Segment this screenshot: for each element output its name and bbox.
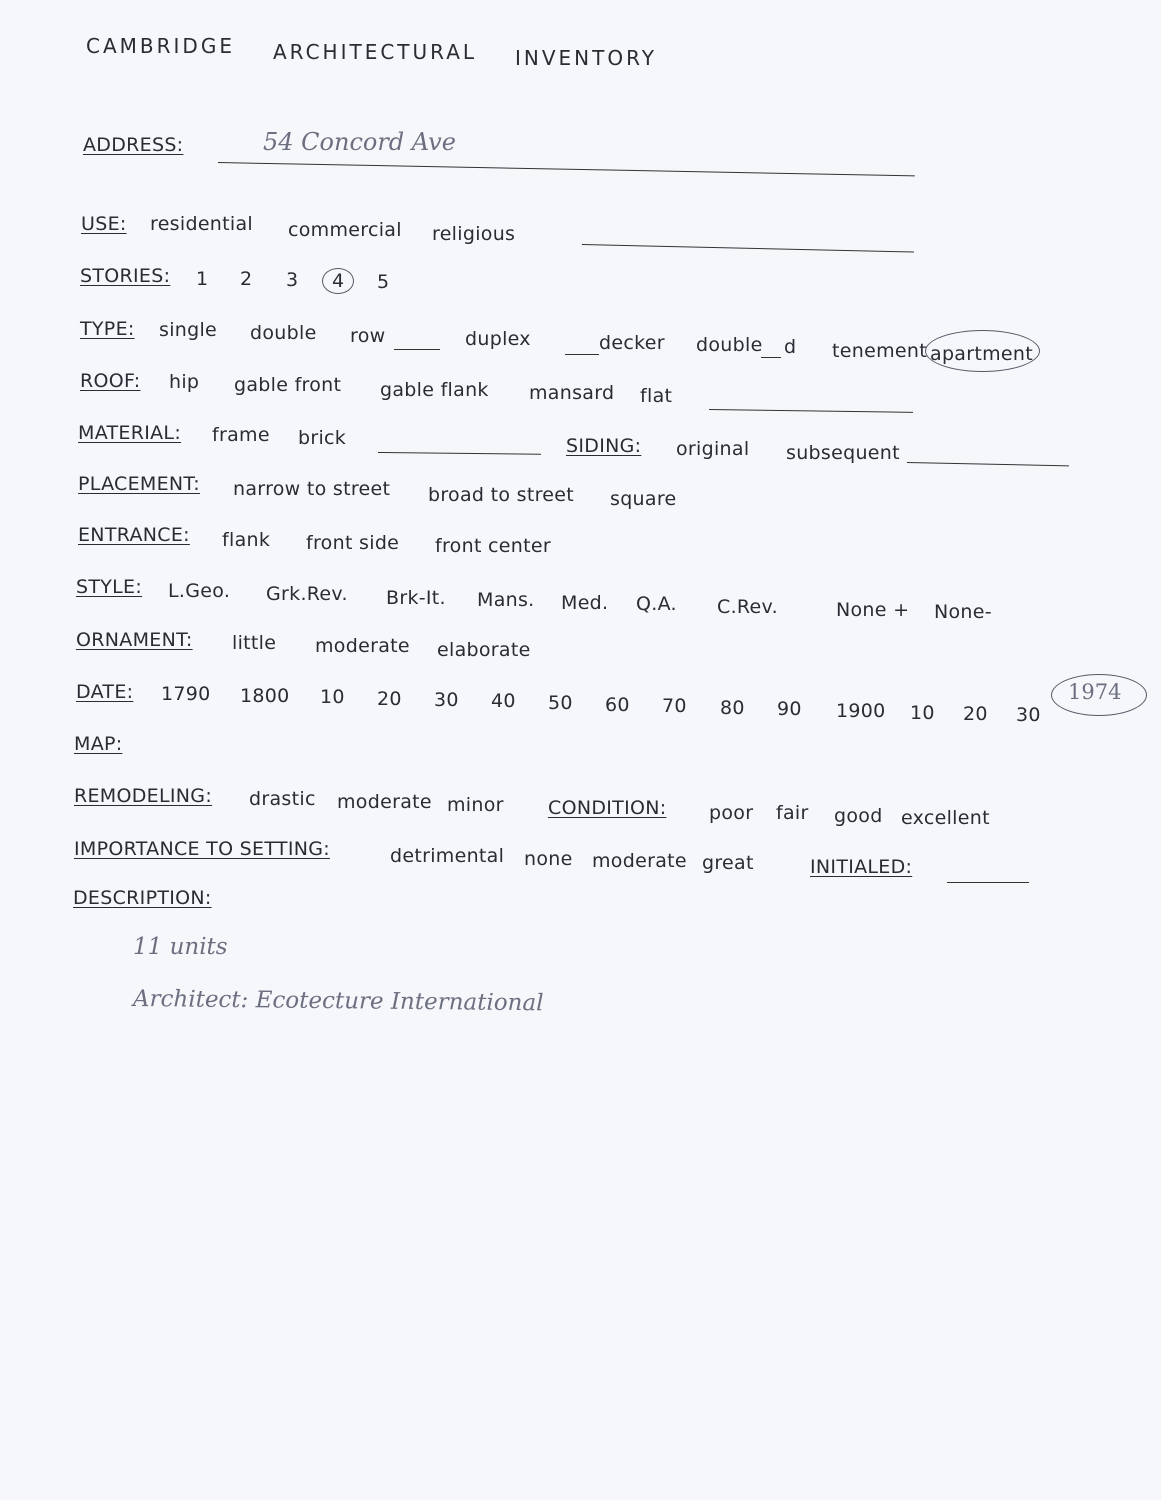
importance-moderate: moderate: [592, 850, 687, 872]
style-none-plus: None +: [836, 599, 910, 621]
material-brick: brick: [298, 427, 347, 449]
remodeling-drastic: drastic: [249, 788, 316, 810]
entrance-front-side: front side: [306, 532, 400, 554]
stories-selected-circle: [322, 268, 354, 294]
style-mans: Mans.: [477, 589, 535, 611]
importance-detrimental: detrimental: [390, 845, 505, 867]
date-70: 70: [662, 695, 687, 717]
ornament-moderate: moderate: [315, 635, 410, 657]
remodeling-minor: minor: [447, 794, 504, 816]
ornament-label: ORNAMENT:: [76, 629, 193, 651]
date-1920: 20: [963, 703, 988, 725]
remodeling-moderate: moderate: [337, 791, 432, 813]
type-decker: decker: [599, 332, 665, 354]
condition-fair: fair: [776, 802, 809, 824]
roof-hip: hip: [169, 371, 200, 393]
importance-great: great: [702, 852, 754, 874]
style-crev: C.Rev.: [717, 596, 778, 618]
condition-excellent: excellent: [901, 807, 990, 829]
material-other-line: [378, 452, 541, 455]
date-20: 20: [377, 688, 402, 710]
material-frame: frame: [212, 424, 270, 446]
use-commercial: commercial: [288, 219, 402, 241]
date-80: 80: [720, 697, 745, 719]
placement-square: square: [610, 488, 677, 510]
date-written: 1974: [1068, 680, 1122, 704]
stories-1: 1: [196, 268, 209, 290]
date-1790: 1790: [161, 683, 211, 705]
entrance-flank: flank: [222, 529, 271, 551]
entrance-label: ENTRANCE:: [78, 524, 190, 546]
type-double: double: [250, 322, 317, 344]
type-single: single: [159, 319, 218, 341]
use-religious: religious: [432, 223, 516, 245]
entrance-front-center: front center: [435, 535, 551, 557]
date-1900: 1900: [836, 700, 886, 722]
style-grkrev: Grk.Rev.: [266, 583, 348, 605]
stories-4: 4: [332, 270, 345, 292]
date-1930: 30: [1016, 704, 1041, 726]
type-row: row: [350, 325, 386, 347]
type-decker-line: [565, 354, 599, 355]
type-label: TYPE:: [80, 318, 135, 340]
roof-flat: flat: [640, 385, 673, 407]
description-line-2: Architect: Ecotecture International: [132, 986, 544, 1017]
style-label: STYLE:: [76, 576, 143, 598]
type-duplex: duplex: [465, 328, 531, 350]
date-label: DATE:: [76, 681, 134, 703]
roof-other-line: [709, 409, 913, 413]
stories-label: STORIES:: [80, 265, 171, 287]
type-tenement: tenement: [832, 340, 927, 362]
stories-5: 5: [377, 271, 390, 293]
date-50: 50: [548, 692, 573, 714]
roof-gable-flank: gable flank: [380, 379, 489, 401]
importance-label: IMPORTANCE TO SETTING:: [74, 838, 330, 860]
siding-other-line: [907, 462, 1069, 466]
condition-poor: poor: [709, 802, 754, 824]
siding-original: original: [676, 438, 750, 460]
type-double-decker-d: d: [784, 336, 797, 358]
material-label: MATERIAL:: [78, 422, 182, 444]
date-10: 10: [320, 686, 345, 708]
date-1800: 1800: [240, 685, 290, 707]
style-none-minus: None-: [934, 601, 992, 623]
placement-broad: broad to street: [428, 484, 575, 506]
placement-label: PLACEMENT:: [78, 473, 200, 495]
use-label: USE:: [81, 213, 127, 235]
header-word-inventory: INVENTORY: [515, 46, 657, 70]
importance-none: none: [524, 848, 573, 870]
siding-label: SIDING:: [566, 435, 642, 457]
type-row-line: [394, 349, 440, 350]
description-label: DESCRIPTION:: [73, 887, 212, 909]
type-double-decker-line: [761, 357, 781, 358]
date-1910: 10: [910, 702, 935, 724]
type-apartment: apartment: [930, 343, 1033, 365]
placement-narrow: narrow to street: [233, 478, 391, 500]
roof-mansard: mansard: [529, 382, 615, 404]
date-30: 30: [434, 689, 459, 711]
date-90: 90: [777, 698, 802, 720]
style-brkit: Brk-It.: [386, 587, 446, 609]
header-word-cambridge: CAMBRIDGE: [86, 34, 235, 58]
initialed-line: [947, 882, 1029, 883]
roof-label: ROOF:: [80, 370, 141, 392]
type-double-decker: double: [696, 334, 763, 356]
stories-3: 3: [286, 269, 299, 291]
siding-subsequent: subsequent: [786, 442, 900, 464]
remodeling-label: REMODELING:: [74, 785, 213, 807]
condition-good: good: [834, 805, 883, 827]
condition-label: CONDITION:: [548, 797, 667, 819]
use-other-line: [582, 244, 914, 253]
use-residential: residential: [150, 213, 254, 235]
address-label: ADDRESS:: [83, 134, 184, 156]
header-word-architectural: ARCHITECTURAL: [273, 40, 478, 64]
roof-gable-front: gable front: [234, 374, 342, 396]
style-lgeo: L.Geo.: [168, 580, 231, 602]
description-line-1: 11 units: [133, 934, 228, 960]
initialed-label: INITIALED:: [810, 856, 913, 878]
address-value: 54 Concord Ave: [263, 128, 456, 156]
date-40: 40: [491, 690, 516, 712]
ornament-elaborate: elaborate: [437, 639, 531, 661]
style-qa: Q.A.: [636, 593, 677, 615]
stories-2: 2: [240, 268, 253, 290]
style-med: Med.: [561, 592, 609, 614]
ornament-little: little: [232, 632, 277, 654]
date-written-circle: [1051, 674, 1147, 716]
map-label: MAP:: [74, 733, 123, 755]
date-60: 60: [605, 694, 630, 716]
type-selected-circle: [925, 330, 1040, 372]
address-line: [218, 162, 915, 176]
